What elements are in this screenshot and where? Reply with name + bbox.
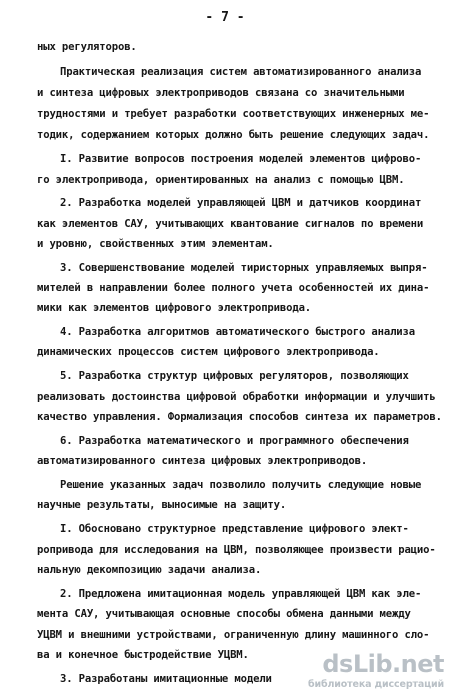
text-line: трудностями и требует разработки соответствующих инженерных ме- bbox=[37, 108, 430, 120]
text-line: качество управления. Формализация способов синтеза их параметров. bbox=[37, 411, 442, 423]
text-line: ных регуляторов. bbox=[37, 41, 137, 53]
text-line: 5. Разработка структур цифровых регуляторов, позволяющих bbox=[60, 370, 409, 382]
text-line: Решение указанных задач позволило получить следующие новые bbox=[60, 479, 422, 491]
watermark-logo-ds: ds bbox=[322, 650, 353, 678]
text-line: мителей в направлении более полного учета особенностей их дина- bbox=[37, 282, 430, 294]
page-number: - 7 - bbox=[205, 10, 245, 25]
text-line: и синтеза цифровых электроприводов связана со значительными bbox=[37, 87, 405, 99]
text-line: 3. Разработаны имитационные модели bbox=[60, 673, 272, 685]
watermark-logo-net: .net bbox=[392, 650, 444, 678]
text-line: динамических процессов систем цифрового электропривода. bbox=[37, 346, 380, 358]
text-line: го электропривода, ориентированных на анализ с помощью ЦВМ. bbox=[37, 174, 405, 186]
text-line: научные результаты, выносимые на защиту. bbox=[37, 499, 287, 511]
text-line: 4. Разработка алгоритмов автоматического быстрого анализа bbox=[60, 326, 415, 338]
text-line: УЦВМ и внешними устройствами, ограниченную длину машинного сло- bbox=[37, 629, 430, 641]
text-line: мики как элементов цифрового электропривода. bbox=[37, 302, 312, 314]
site-watermark bbox=[308, 650, 444, 695]
text-line: 3. Совершенствование моделей тиристорных управляемых выпря- bbox=[60, 262, 428, 274]
text-line: и уровню, свойственных этим элементам. bbox=[37, 238, 274, 250]
text-line: нальную декомпозицию задачи анализа. bbox=[37, 564, 262, 576]
text-line: 6. Разработка математического и программного обеспечения bbox=[60, 435, 409, 447]
text-line: ва и конечное быстродействие УЦВМ. bbox=[37, 649, 249, 661]
watermark-logo-lib: Lib bbox=[352, 650, 393, 678]
text-line: реализовать достоинства цифровой обработки информации и улучшить bbox=[37, 391, 436, 403]
text-line: 2. Предложена имитационная модель управляющей ЦВМ как эле- bbox=[60, 588, 422, 600]
text-line: мента САУ, учитывающая основные способы обмена данными между bbox=[37, 608, 411, 620]
text-line: 2. Разработка моделей управляющей ЦВМ и датчиков координат bbox=[60, 197, 422, 209]
text-line: тодик, содержанием которых должно быть решение следующих задач. bbox=[37, 129, 430, 141]
text-line: как элементов САУ, учитывающих квантование сигналов по времени bbox=[37, 218, 424, 230]
watermark-logo bbox=[322, 651, 444, 677]
text-line: I. Развитие вопросов построения моделей элементов цифрово- bbox=[60, 153, 422, 165]
text-line: I. Обосновано структурное представление цифрового элект- bbox=[60, 523, 409, 535]
text-line: Практическая реализация систем автоматизированного анализа bbox=[60, 66, 422, 78]
text-line: автоматизированного синтеза цифровых электроприводов. bbox=[37, 455, 368, 467]
watermark-subtitle: библиотека диссертаций bbox=[308, 679, 444, 690]
text-line: ропривода для исследования на ЦВМ, позволяющее произвести рацио- bbox=[37, 544, 436, 556]
